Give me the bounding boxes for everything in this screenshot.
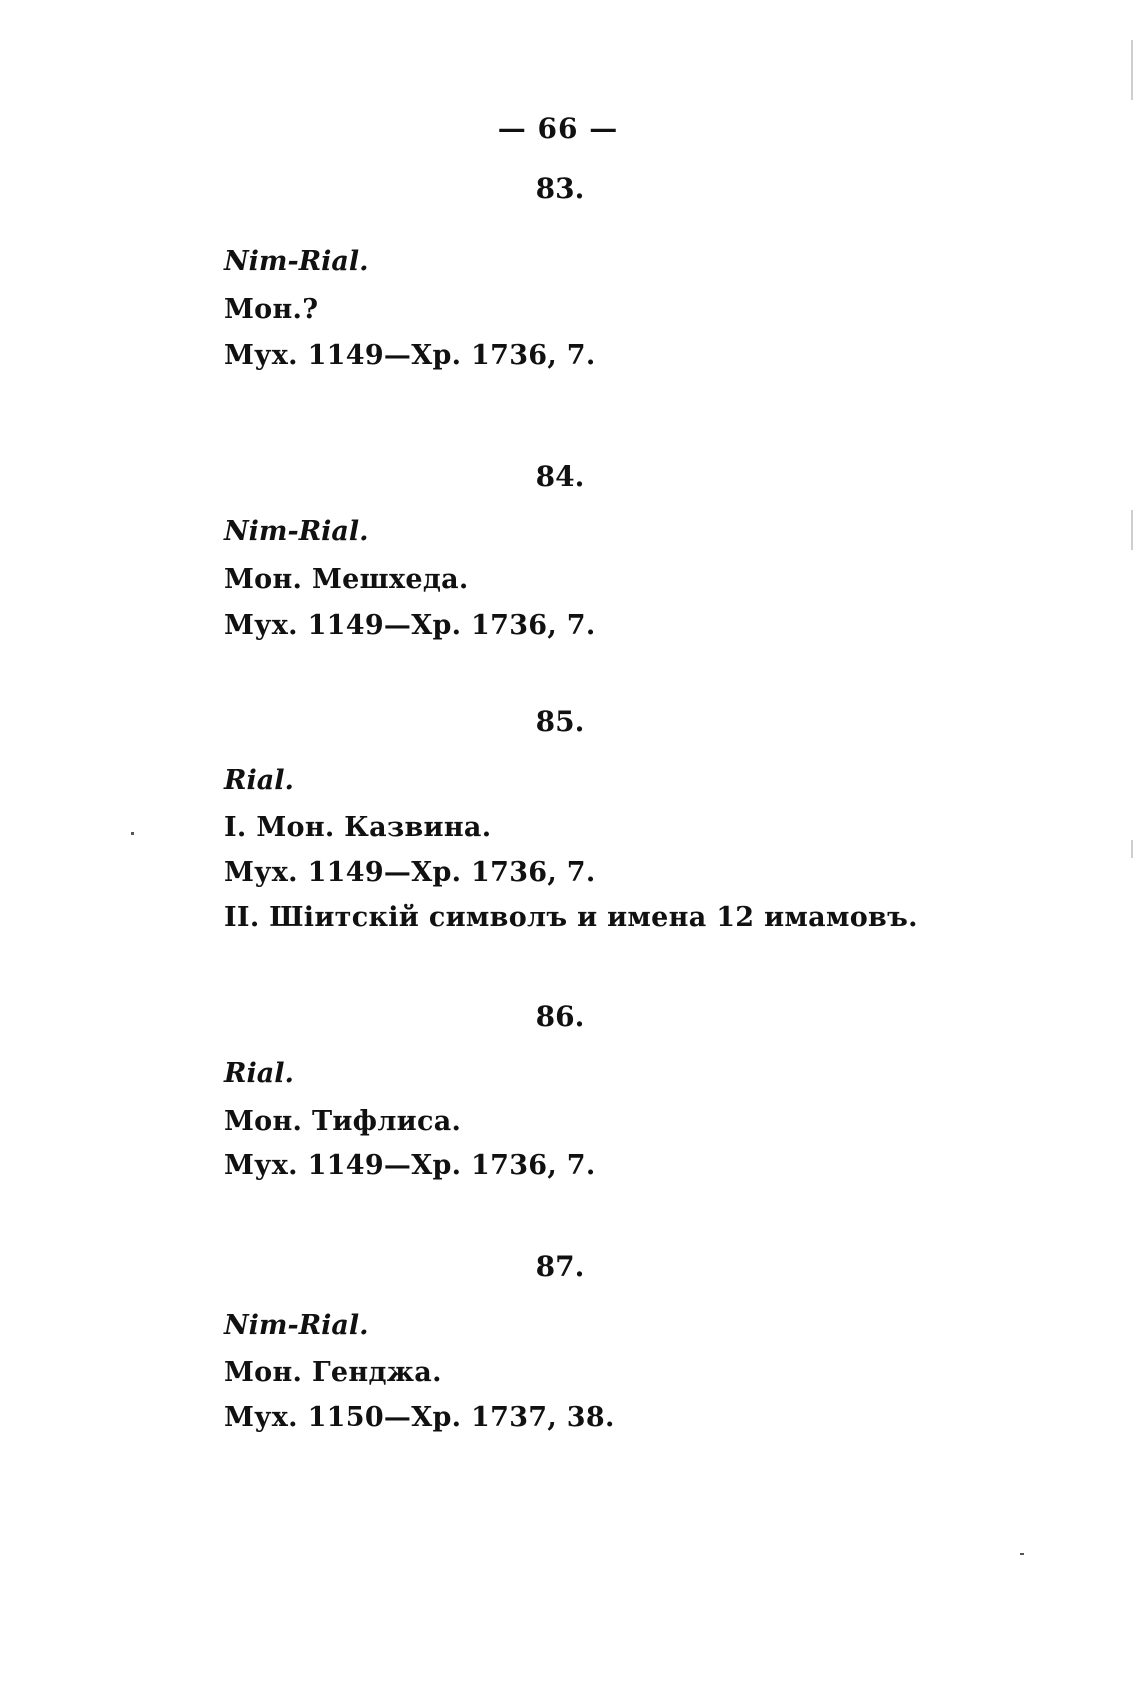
reverse-line: II. Шіитскій символъ и имена 12 имамовъ. xyxy=(224,902,918,933)
date-line: Мух. 1149—Хр. 1736, 7. xyxy=(224,340,596,371)
entry-number: 84. xyxy=(535,460,585,493)
entry-number: 83. xyxy=(535,172,585,205)
entry-number: 87. xyxy=(535,1250,585,1283)
date-line: Мух. 1150—Хр. 1737, 38. xyxy=(224,1402,615,1433)
entry-number: 85. xyxy=(535,705,585,738)
scan-edge-mark xyxy=(1131,840,1133,858)
denomination: Nim-Rial. xyxy=(224,246,369,277)
denomination: Nim-Rial. xyxy=(224,516,369,547)
denomination: Rial. xyxy=(224,765,294,796)
date-line: Мух. 1149—Хр. 1736, 7. xyxy=(224,610,596,641)
date-line: Мух. 1149—Хр. 1736, 7. xyxy=(224,857,596,888)
page-number: — 66 — xyxy=(497,112,619,145)
denomination: Rial. xyxy=(224,1058,294,1089)
scan-speck xyxy=(1020,1553,1024,1555)
mint-line: Мон. Генджа. xyxy=(224,1357,442,1388)
entry-number: 86. xyxy=(535,1000,585,1033)
date-line: Мух. 1149—Хр. 1736, 7. xyxy=(224,1150,596,1181)
mint-line: Мон. Тифлиса. xyxy=(224,1106,462,1137)
mint-line: I. Мон. Казвина. xyxy=(224,812,492,843)
scan-edge-mark xyxy=(1131,510,1133,550)
denomination: Nim-Rial. xyxy=(224,1310,369,1341)
mint-line: Мон.? xyxy=(224,294,319,325)
mint-line: Мон. Мешхеда. xyxy=(224,564,469,595)
scan-edge-mark xyxy=(1131,40,1133,100)
scan-speck xyxy=(131,832,134,835)
